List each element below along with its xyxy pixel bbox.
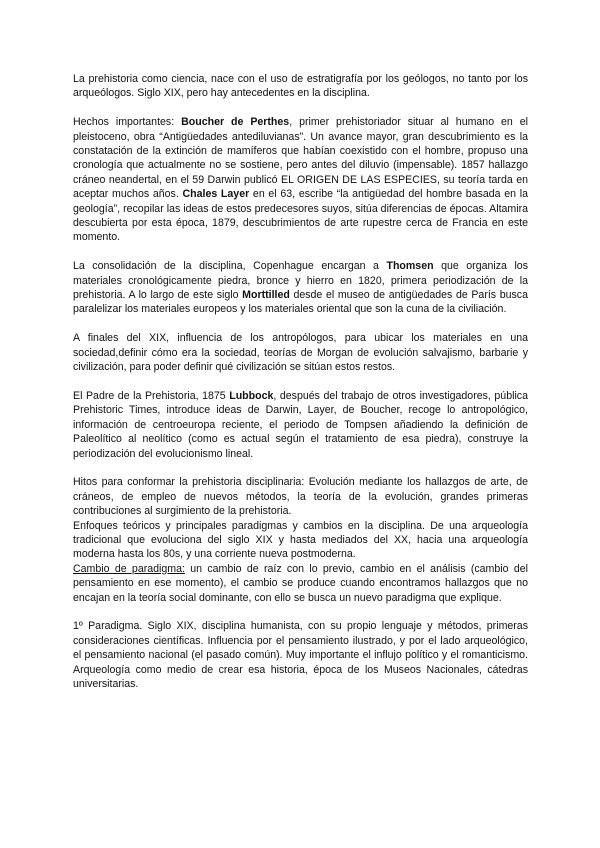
name-lubbock: Lubbock (229, 389, 274, 402)
name-thomsen: Thomsen (386, 260, 434, 273)
paragraph-intro: La prehistoria como ciencia, nace con el uso de estratigrafía por los geólogos, no tanto por los arqueólogos. Siglo XIX, pero hay antecedentes en la disciplina. (73, 73, 528, 100)
name-morttilled: Morttilled (242, 289, 290, 302)
document-page (73, 72, 528, 691)
name-boucher-de-perthes: Boucher de Perthes (181, 116, 290, 129)
paragraph-hechos-importantes: Hechos importantes: Boucher de Perthes, primer prehistoriador situar al humano en el pleistoceno, obra “Antigüedades antediluvianas”. Un avance mayor, gran descubrimiento es la constatación de la extinción de mamíferos que habían coexistido con el hombre, propuso una cronología que actualmente no se sostiene, pero antes del diluvio (impensable). 1857 hallazgo cráneo neandertal, en el 59 Darwin publicó EL ORIGEN DE LAS ESPECIES, su teoría tarda en aceptar muchos años. Chales Layer en el 63, escribe “la antigüedad del hombre basada en la geología”, recopilar las ideas de estos predecesores suyos, sitúa diferencias de épocas. Altamira descubierta por esta época, 1879, descubrimientos de arte rupestre cerca de Francia en este momento. (73, 116, 529, 244)
paragraph-cambio-paradigma: Cambio de paradigma: un cambio de raíz con lo previo, cambio en el análisis (cambio del pensamiento en ese momento), el cambio se produce cuando encontramos hallazgos que no encajan en la teoría social dominante, con ello se busca un nuevo paradigma que explique. (73, 562, 528, 604)
paragraph-primer-paradigma: 1º Paradigma. Siglo XIX, disciplina humanista, con su propio lenguaje y métodos, primeras consideraciones científicas. Influencia por el pensamiento ilustrado, y por el lado arqueológico, el pensamiento nacional (el pasado común). Muy importante el influjo político y el romanticismo. Arqueología como medio de crear esa historia, época de los Museos Nacionales, cátedras universitarias. (73, 620, 528, 690)
paragraph-antropologos: A finales del XIX, influencia de los antropólogos, para ubicar los materiales en una sociedad,definir cómo era la sociedad, teorías de Morgan de evolución salvajismo, barbarie y civilización, para poder definir qué civilización se sitúan estos restos. (73, 332, 528, 374)
paragraph-enfoques: Enfoques teóricos y principales paradigmas y cambios en la disciplina. De una arqueología tradicional que evoluciona del siglo XIX y hasta mediados del XX, hacia una arqueología moderna hasta los 80s, y una corriente nueva postmoderna. (73, 519, 528, 561)
term-cambio-de-paradigma: Cambio de paradigma: (73, 562, 185, 575)
paragraph-hitos: Hitos para conformar la prehistoria disciplinaria: Evolución mediante los hallazgos de arte, de cráneos, de empleo de nuevos métodos, la teoría de la evolución, grandes primeras contribuciones al surgimiento de la prehistoria. (73, 476, 528, 518)
paragraph-padre-prehistoria: El Padre de la Prehistoria, 1875 Lubbock, después del trabajo de otros investigadores, pública Prehistoric Times, introduce ideas de Darwin, Layer, de Boucher, recoge lo antropológico, información de centroeuropa reciente, el periodo de Tompsen añadiendo la definición de Paleolítico al neolítico (como es actual según el tratamiento de esa piedra), construye la periodización del evolucionismo lineal. (73, 389, 528, 460)
paragraph-consolidacion: La consolidación de la disciplina, Copenhague encargan a Thomsen que organiza los materiales cronológicamente piedra, bronce y hierro en 1820, primera periodización de la prehistoria. A lo largo de este siglo Morttilled desde el museo de antigüedades de París busca paralelizar los materiales europeos y los materiales oriental que son la cuna de la civiliación. (73, 260, 528, 316)
name-chales-layer: Chales Layer (182, 188, 250, 201)
